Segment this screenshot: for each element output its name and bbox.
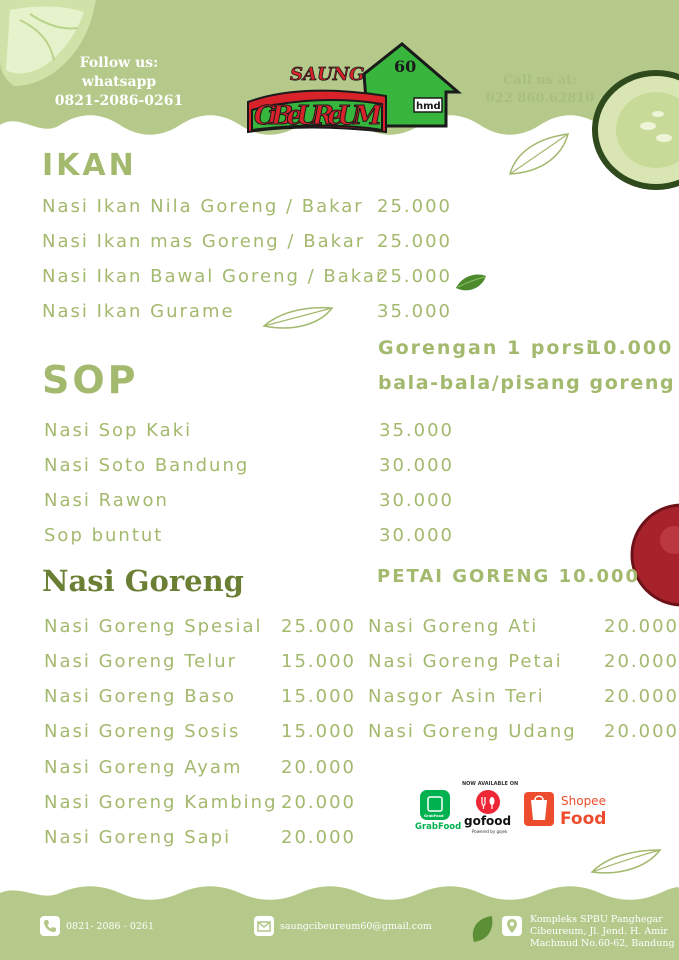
- address-line: Kompleks SPBU Panghegar: [530, 914, 663, 925]
- basil-leaf-icon: [454, 272, 488, 294]
- footer-address: [530, 914, 675, 950]
- menu-item-name: Nasi Ikan Bawal Goreng / Bakar: [42, 266, 386, 287]
- address-line: Cibeureum, Jl. Jend. H. Amir: [530, 926, 668, 937]
- menu-item-name: Nasi Sop Kaki: [44, 420, 193, 441]
- menu-item-name: Nasi Goreng Petai: [368, 651, 563, 672]
- location-pin-icon: [502, 916, 522, 936]
- petai-goreng-promo: PETAI GORENG 10.000: [377, 566, 641, 587]
- menu-item-price: 30.000: [379, 490, 454, 511]
- logo-word-saung: SAUNG: [290, 64, 365, 85]
- tomato-image: [630, 500, 679, 610]
- grabfood-logo: [415, 790, 461, 832]
- menu-item-name: Nasi Goreng Ayam: [44, 757, 243, 778]
- call-us-block: [480, 72, 600, 108]
- saung-cibeureum-logo: [246, 40, 462, 136]
- menu-item-name: Nasi Soto Bandung: [44, 455, 250, 476]
- cucumber-slice-image: [588, 68, 679, 198]
- menu-item-price: 20.000: [281, 792, 356, 813]
- menu-item-name: Nasi Goreng Udang: [368, 721, 577, 742]
- menu-item-price: 35.000: [377, 301, 452, 322]
- call-phone: 022 860.62810: [485, 91, 595, 106]
- shopeefood-logo: [524, 792, 606, 829]
- menu-item-price: 20.000: [604, 616, 679, 637]
- menu-item-name: Nasi Goreng Telur: [44, 651, 238, 672]
- gofood-label: gofood: [464, 814, 512, 828]
- gofood-powered-by: Powered by gojek: [472, 829, 508, 834]
- section-title-sop: SOP: [42, 358, 139, 402]
- grabfood-icon-text: GrabFood: [424, 814, 444, 818]
- delivery-apps-badge: [414, 778, 620, 840]
- menu-item-price: 20.000: [281, 827, 356, 848]
- call-title: Call us at:: [503, 73, 577, 88]
- menu-item-name: Nasi Ikan Gurame: [42, 301, 235, 322]
- email-icon: [254, 916, 274, 936]
- gorengan-price: 10.000: [588, 337, 674, 359]
- leaf-outline-icon: [506, 132, 572, 178]
- menu-item-name: Nasi Goreng Baso: [44, 686, 236, 707]
- menu-item-price: 20.000: [604, 721, 679, 742]
- logo-number: 60: [394, 57, 417, 76]
- menu-item-name: Nasi Ikan Nila Goreng / Bakar: [42, 196, 364, 217]
- menu-item-name: Nasi Ikan mas Goreng / Bakar: [42, 231, 366, 252]
- menu-item-price: 20.000: [604, 651, 679, 672]
- phone-icon: [40, 916, 60, 936]
- address-line: Machmud No.60-62, Bandung: [530, 938, 675, 949]
- menu-item-price: 35.000: [379, 420, 454, 441]
- logo-word-cibeureum: CiBeUReUM: [254, 101, 382, 131]
- menu-item-name: Nasgor Asin Teri: [368, 686, 545, 707]
- footer-phone: 0821- 2086 - 0261: [66, 921, 155, 932]
- grabfood-label: GrabFood: [415, 822, 462, 832]
- logo-suffix: hmd: [416, 101, 441, 112]
- section-title-nasi-goreng: Nasi Goreng: [42, 564, 244, 598]
- menu-item-price: 15.000: [281, 721, 356, 742]
- menu-item-price: 15.000: [281, 686, 356, 707]
- shopee-label: Shopee: [561, 794, 606, 808]
- menu-item-price: 30.000: [379, 455, 454, 476]
- follow-channel: whatsapp: [81, 74, 157, 90]
- gofood-logo: [464, 790, 511, 834]
- menu-item-name: Nasi Goreng Sosis: [44, 721, 241, 742]
- leaf-outline-icon: [262, 304, 334, 334]
- menu-item-price: 20.000: [281, 757, 356, 778]
- menu-item-price: 25.000: [281, 616, 356, 637]
- section-title-ikan: IKAN: [42, 148, 137, 183]
- menu-item-price: 25.000: [377, 196, 452, 217]
- footer-email: saungcibeureum60@gmail.com: [280, 921, 432, 932]
- menu-item-price: 20.000: [604, 686, 679, 707]
- menu-item-price: 30.000: [379, 525, 454, 546]
- follow-phone: 0821-2086-0261: [54, 93, 184, 109]
- gorengan-description: bala-bala/pisang goreng: [378, 372, 676, 394]
- menu-item-price: 25.000: [377, 266, 452, 287]
- menu-item-name: Sop buntut: [44, 525, 164, 546]
- menu-item-name: Nasi Goreng Ati: [368, 616, 539, 637]
- menu-item-price: 25.000: [377, 231, 452, 252]
- basil-leaf-icon: [470, 914, 496, 944]
- menu-item-price: 15.000: [281, 651, 356, 672]
- menu-item-name: Nasi Goreng Sapi: [44, 827, 232, 848]
- menu-item-name: Nasi Rawon: [44, 490, 169, 511]
- gorengan-name: Gorengan 1 porsi: [378, 337, 595, 359]
- menu-item-name: Nasi Goreng Spesial: [44, 616, 263, 637]
- menu-item-name: Nasi Goreng Kambing: [44, 792, 278, 813]
- now-available-label: NOW AVAILABLE ON: [462, 781, 519, 787]
- shopee-food-label: Food: [560, 809, 607, 829]
- leaf-outline-icon: [590, 848, 662, 878]
- follow-us-block: [54, 54, 184, 111]
- follow-title: Follow us:: [79, 55, 159, 71]
